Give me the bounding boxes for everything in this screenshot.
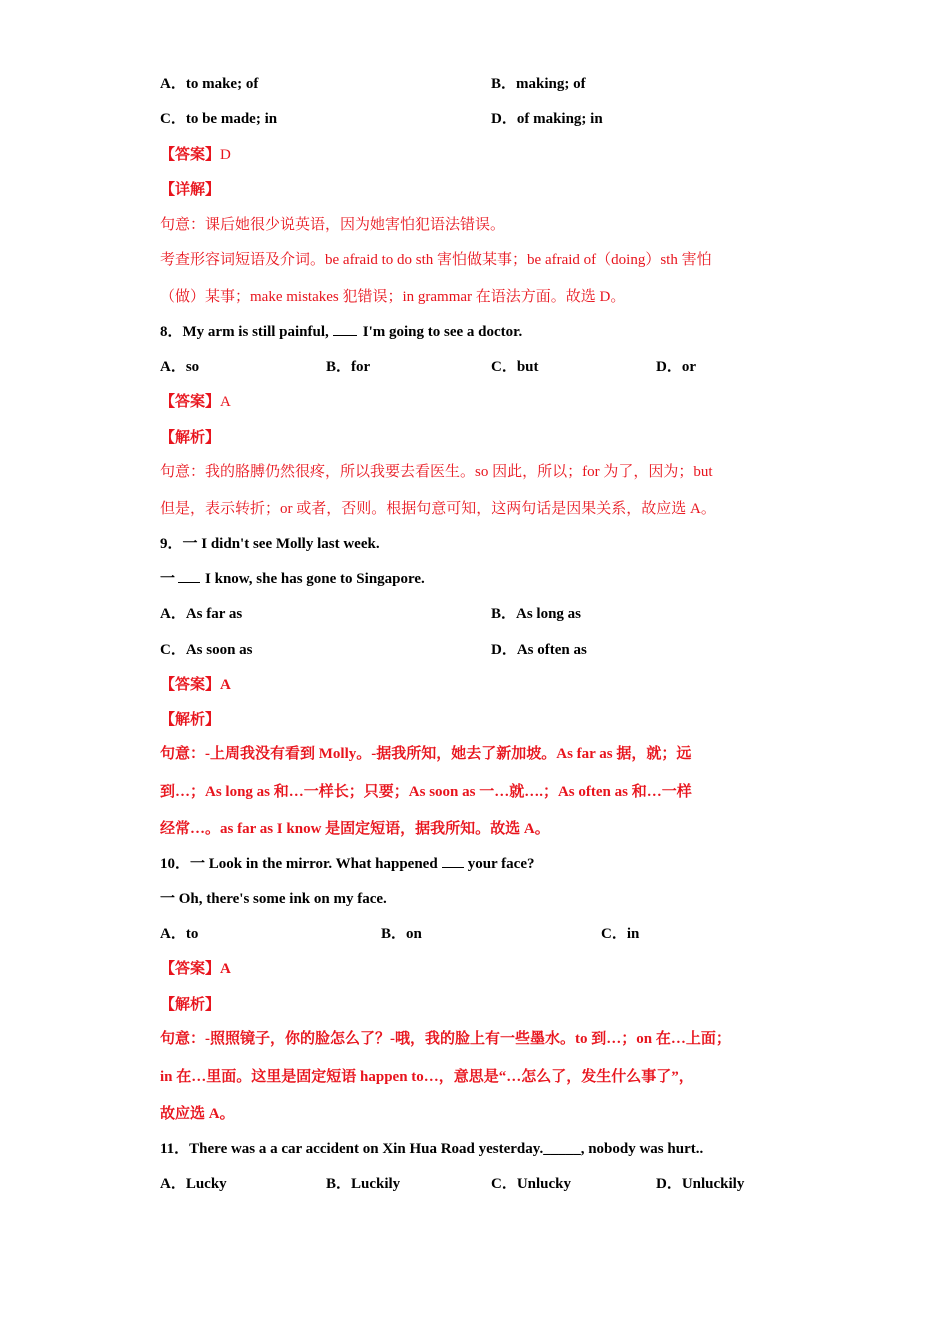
answer-blank [178,569,200,583]
answer-label: 【答案】 [160,394,221,410]
q8-stem-before: 8．My arm is still painful, [160,324,329,340]
q11-option-d: D．Unluckily [656,1176,745,1192]
q9-stem-line1: 9．一 I didn't see Molly last week. [160,536,380,552]
q7-analysis-line: 考查形容词短语及介词。be afraid to do sth 害怕做某事；be afraid of（doing）sth 害怕 [160,252,712,268]
q9-analysis-line: 经常…。as far as I know 是固定短语，据我所知。故选 A。 [160,821,550,837]
q11-stem: 11．There was a a car accident on Xin Hua Road yesterday._____, nobody was hurt.. [160,1141,704,1157]
q9-analysis-line: 句意：-上周我没有看到 Molly。-据我所知，她去了新加坡。As far as 据，就；远 [160,746,692,762]
answer-label: 【答案】 [160,677,221,693]
q10-option-b: B．on [381,926,422,942]
dash: 一 [160,571,176,587]
answer-label: 【答案】 [160,147,221,163]
answer-value: D [220,147,231,163]
q8-stem [160,322,522,342]
q8-option-a: A．so [160,359,200,375]
q8-option-b: B．for [326,359,371,375]
q7-option-d: D．of making; in [491,111,603,127]
q10-stem-after: your face? [467,856,535,872]
q10-analysis-line: in 在…里面。这里是固定短语 happen to…，意思是“…怎么了，发生什么事了”， [160,1069,694,1085]
q9-option-c: C．As soon as [160,642,253,658]
q10-option-a: A．to [160,926,199,942]
q7-option-b: B．making; of [491,76,586,92]
answer-value: A [220,394,231,410]
q7-option-a: A．to make; of [160,76,259,92]
q9-analysis-line: 到…；As long as 和…一样长；只要；As soon as 一…就….；As often as 和…一样 [160,784,692,800]
q7-answer [160,145,231,165]
q11-option-c: C．Unlucky [491,1176,572,1192]
q7-option-c: C．to be made; in [160,111,278,127]
q9-option-a: A．As far as [160,606,243,622]
q11-option-b: B．Luckily [326,1176,401,1192]
q10-stem-line2: 一 Oh, there's some ink on my face. [160,891,387,907]
answer-blank [333,322,357,336]
q10-answer [160,959,231,979]
q10-stem-before: 10．一 Look in the mirror. What happened [160,856,438,872]
q9-option-d: D．As often as [491,642,587,658]
answer-value: A [220,961,231,977]
q8-analysis-label: 【解析】 [160,430,221,446]
q8-analysis-line: 但是，表示转折；or 或者，否则。根据句意可知，这两句话是因果关系，故应选 A。 [160,501,716,517]
answer-label: 【答案】 [160,961,221,977]
q11-option-a: A．Lucky [160,1176,227,1192]
q7-analysis-label: 【详解】 [160,182,221,198]
q8-stem-after: I'm going to see a doctor. [362,324,523,340]
q9-answer [160,675,231,695]
q9-option-b: B．As long as [491,606,582,622]
q8-option-c: C．but [491,359,539,375]
q7-analysis-line: 句意：课后她很少说英语，因为她害怕犯语法错误。 [160,217,506,233]
q9-stem-line2 [160,569,425,589]
q9-analysis-label: 【解析】 [160,712,221,728]
q8-analysis-line: 句意：我的胳膊仍然很疼，所以我要去看医生。so 因此，所以；for 为了，因为；but [160,464,713,480]
q10-analysis-line: 句意：-照照镜子，你的脸怎么了？-哦，我的脸上有一些墨水。to 到…；on 在…上面； [160,1031,731,1047]
answer-blank [442,854,464,868]
q9-stem-after: I know, she has gone to Singapore. [205,571,425,587]
q10-analysis-label: 【解析】 [160,997,221,1013]
q10-option-c: C．in [601,926,640,942]
q10-stem-line1 [160,854,534,874]
q8-answer [160,392,231,412]
answer-value: A [220,677,231,693]
q8-option-d: D．or [656,359,696,375]
q7-analysis-line: （做）某事；make mistakes 犯错误；in grammar 在语法方面。故选 D。 [160,289,626,305]
q10-analysis-line: 故应选 A。 [160,1106,235,1122]
